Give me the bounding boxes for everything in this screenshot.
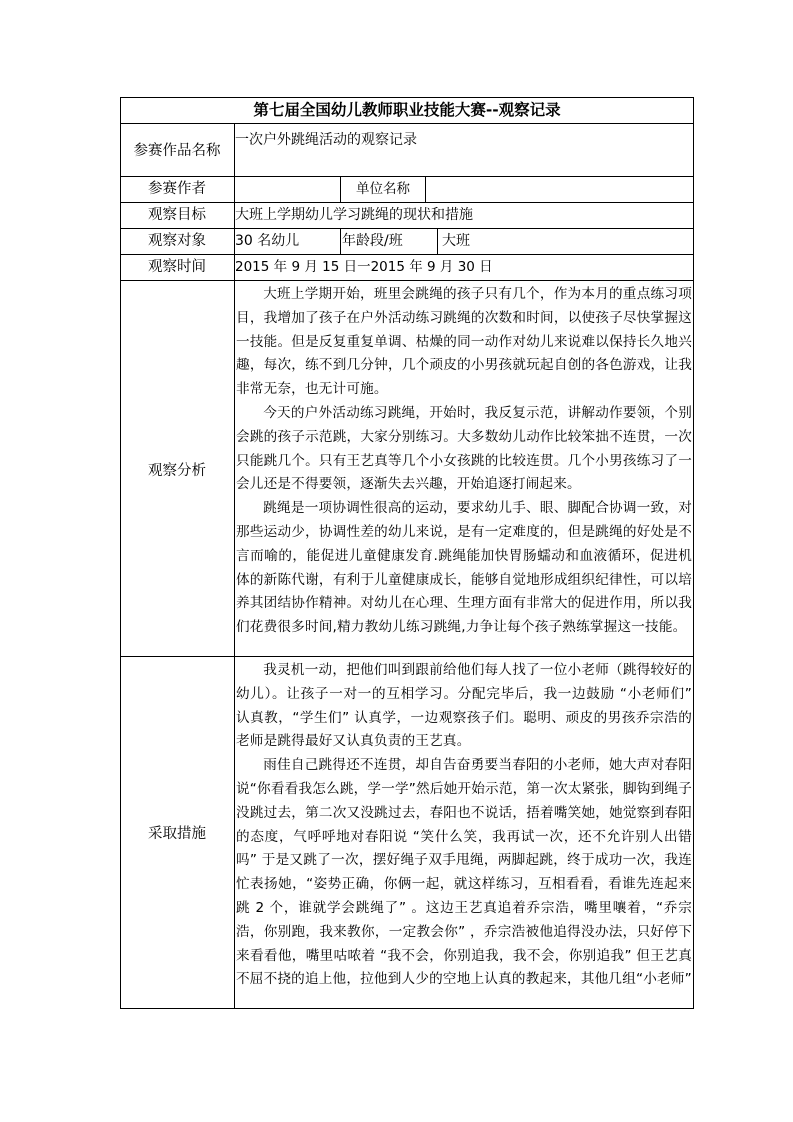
analysis-paragraph: 跳绳是一项协调性很高的运动，要求幼儿手、眼、脚配合协调一致，对那些运动少，协调性差的幼儿来说，是有一定难度的，但是跳绳的好处是不言而喻的，能促进儿童健康发育.跳绳能加快胃肠蠕动和血液循环，促进机体的新陈代谢，有利于儿童健康成长，能够自觉地形成组织纪律性，可以培养其团结协作精神。对幼儿在心理、生理方面有非常大的促进作用，所以我们花费很多时间,精力教幼儿练习跳绳,力争让每个孩子熟练掌握这一技能。 <box>236 500 692 636</box>
document-title: 第七届全国幼儿教师职业技能大赛--观察记录 <box>253 101 561 119</box>
age-class-value: 大班 <box>442 233 470 249</box>
row-rule <box>120 202 694 203</box>
measures-label: 采取措施 <box>148 826 206 842</box>
measures-text <box>236 659 692 992</box>
time-label: 观察时间 <box>148 259 206 275</box>
analysis-paragraph: 今天的户外活动练习跳绳，开始时，我反复示范，讲解动作要领，个别会跳的孩子示范跳，大家分别练习。大多数幼儿动作比较笨拙不连贯，一次只能跳几个。只有王艺真等几个小女孩跳的比较连贯。几个小男孩练习了一会儿还是不得要领，逐渐失去兴趣，开始追逐打闹起来。 <box>236 404 692 493</box>
col-rule <box>437 228 438 254</box>
unit-label: 单位名称 <box>356 181 410 197</box>
label-column-rule <box>234 123 235 1009</box>
analysis-label: 观察分析 <box>148 463 206 479</box>
age-class-label: 年龄段/班 <box>342 233 403 249</box>
subject-label: 观察对象 <box>148 233 206 249</box>
row-rule <box>120 280 694 281</box>
row-rule <box>120 254 694 255</box>
goal-value: 大班上学期幼儿学习跳绳的现状和措施 <box>235 207 473 223</box>
table-border-top <box>120 97 694 98</box>
measures-paragraph: 我灵机一动，把他们叫到跟前给他们每人找了一位小老师（跳得较好的幼儿）。让孩子一对一的互相学习。分配完毕后，我一边鼓励 “小老师们” 认真教，“学生们” 认真学，一边观察孩子们。聪明、顽皮的男孩乔宗浩的老师是跳得最好又认真负责的王艺真。 <box>236 662 692 750</box>
row-rule <box>120 228 694 229</box>
row-rule <box>120 656 694 657</box>
table-border-bottom <box>120 1008 694 1009</box>
subject-value: 30 名幼儿 <box>235 233 300 249</box>
work-name-value: 一次户外跳绳活动的观察记录 <box>235 132 417 148</box>
measures-paragraph: 雨佳自己跳得还不连贯，却自告奋勇要当春阳的小老师，她大声对春阳说“你看看我怎么跳，学一学”然后她开始示范，第一次太紧张，脚钩到绳子没跳过去，第二次又没跳过去，春阳也不说话，捂着嘴笑她，她觉察到春阳的态度，气呼呼地对春阳说 “笑什么笑，我再试一次，还不允许别人出错吗” 于是又跳了一次，摆好绳子双手甩绳，两脚起跳，终于成功一次，我连忙表扬她，“姿势正确，你俩一起，就这样练习，互相看看，看谁先连起来跳 2 个，谁就学会跳绳了” 。这边王艺真追着乔宗浩，嘴里嚷着，“乔宗浩，你别跑，我来教你，一定教会你” ，乔宗浩被他追得没办法，只好停下来看看他，嘴里咕哝着 “我不会，你别追我，我不会，你别追我” 但王艺真不屈不挠的追上他，拉他到人少的空地上认真的教起来，其他几组“小老师” <box>236 757 692 988</box>
author-label: 参赛作者 <box>148 181 206 197</box>
analysis-paragraph: 大班上学期开始，班里会跳绳的孩子只有几个，作为本月的重点练习项目，我增加了孩子在户外活动练习跳绳的次数和时间，以使孩子尽快掌握这一技能。但是反复重复单调、枯燥的同一动作对幼儿来说难以保持长久地兴趣，每次，练不到几分钟，几个顽皮的小男孩就玩起自创的各色游戏，让我非常无奈，也无计可施。 <box>236 286 692 398</box>
col-rule <box>425 176 426 202</box>
row-rule <box>120 123 694 124</box>
goal-label: 观察目标 <box>148 207 206 223</box>
col-rule <box>340 228 341 254</box>
row-rule <box>120 176 694 177</box>
time-value: 2015 年 9 月 15 日一2015 年 9 月 30 日 <box>235 259 493 275</box>
work-name-label: 参赛作品名称 <box>133 143 221 159</box>
analysis-text <box>236 283 692 640</box>
table-border-right <box>693 97 694 1009</box>
observation-record-table <box>120 97 694 1009</box>
